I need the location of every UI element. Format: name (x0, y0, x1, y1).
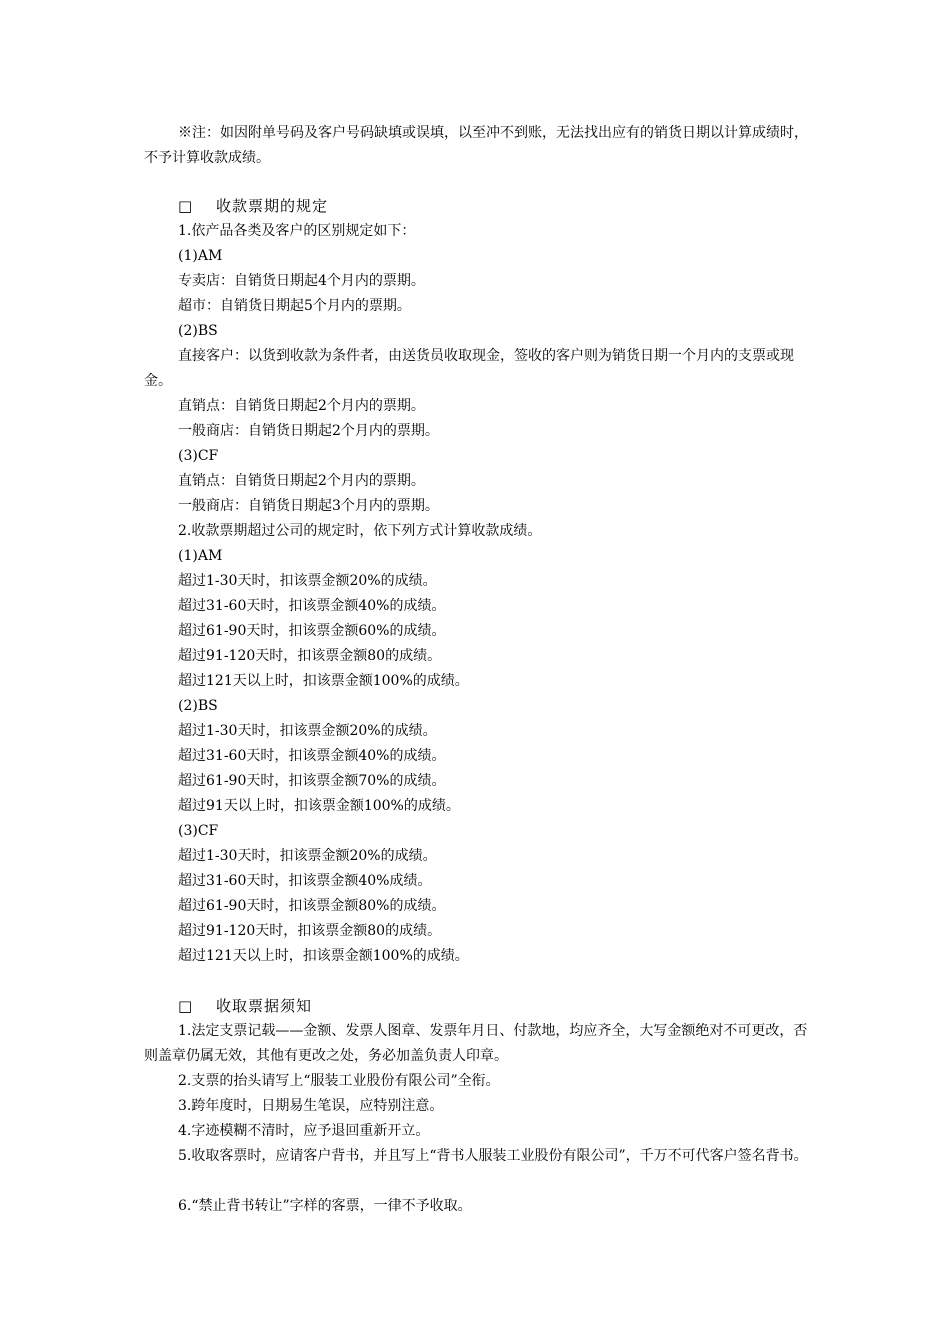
list-item: 超过31-60天时，扣该票金额40%的成绩。 (178, 748, 446, 764)
list-item: (2)BS (178, 323, 218, 339)
list-item: 超过121天以上时，扣该票金额100%的成绩。 (178, 673, 469, 689)
list-item: 超过31-60天时，扣该票金额40%的成绩。 (178, 598, 446, 614)
list-item: 超市：自销货日期起5个月内的票期。 (178, 298, 411, 314)
list-item: 一般商店：自销货日期起2个月内的票期。 (178, 423, 439, 439)
note-paragraph: ※注：如因附单号码及客户号码缺填或误填，以至冲不到账，无法找出应有的销货日期以计算成绩时，不予计算收款成绩。 (144, 125, 808, 166)
list-item: 超过61-90天时，扣该票金额80%的成绩。 (178, 898, 446, 914)
list-item: 直销点：自销货日期起2个月内的票期。 (178, 473, 425, 489)
section-heading-receive-notes (178, 994, 312, 1019)
list-item: 1.法定支票记载——金额、发票人图章、发票年月日、付款地，均应齐全，大写金额绝对不可更改，否则盖章仍属无效，其他有更改之处，务必加盖负责人印章。 (144, 1023, 808, 1064)
list-item: 超过91-120天时，扣该票金额80的成绩。 (178, 648, 442, 664)
section-title: 收款票期的规定 (216, 197, 329, 215)
list-item: 超过1-30天时，扣该票金额20%的成绩。 (178, 723, 437, 739)
list-item: (2)BS (178, 698, 218, 714)
checkbox-icon: □ (178, 997, 194, 1015)
list-item: 超过1-30天时，扣该票金额20%的成绩。 (178, 848, 437, 864)
list-item: 4.字迹模糊不清时，应予退回重新开立。 (178, 1123, 430, 1139)
list-item: 2.支票的抬头请写上“服装工业股份有限公司”全衔。 (178, 1073, 500, 1089)
section-heading-ticket-period (178, 194, 328, 219)
list-item: 5.收取客票时，应请客户背书，并且写上“背书人服装工业股份有限公司”，千万不可代客户签名背书。 (178, 1148, 808, 1164)
list-item: 1.依产品各类及客户的区别规定如下： (178, 223, 416, 239)
list-item: 超过1-30天时，扣该票金额20%的成绩。 (178, 573, 437, 589)
list-item: 超过121天以上时，扣该票金额100%的成绩。 (178, 948, 469, 964)
list-item: 超过61-90天时，扣该票金额70%的成绩。 (178, 773, 446, 789)
list-item: (3)CF (178, 448, 219, 464)
list-item: (1)AM (178, 548, 223, 564)
list-item: 超过61-90天时，扣该票金额60%的成绩。 (178, 623, 446, 639)
list-item: 超过91天以上时，扣该票金额100%的成绩。 (178, 798, 460, 814)
list-item: 一般商店：自销货日期起3个月内的票期。 (178, 498, 439, 514)
list-item: 3.跨年度时，日期易生笔误，应特别注意。 (178, 1098, 444, 1114)
list-item: 专卖店：自销货日期起4个月内的票期。 (178, 273, 425, 289)
list-item: (3)CF (178, 823, 219, 839)
list-item: (1)AM (178, 248, 223, 264)
list-item: 超过91-120天时，扣该票金额80的成绩。 (178, 923, 442, 939)
list-item: 超过31-60天时，扣该票金额40%成绩。 (178, 873, 432, 889)
list-item: 直销点：自销货日期起2个月内的票期。 (178, 398, 425, 414)
list-item: 6.“禁止背书转让”字样的客票，一律不予收取。 (178, 1198, 472, 1214)
list-item: 直接客户：以货到收款为条件者，由送货员收取现金，签收的客户则为销货日期一个月内的支票或现金。 (144, 348, 794, 389)
section-title: 收取票据须知 (216, 997, 313, 1015)
checkbox-icon: □ (178, 197, 194, 215)
list-item: 2.收款票期超过公司的规定时，依下列方式计算收款成绩。 (178, 523, 542, 539)
